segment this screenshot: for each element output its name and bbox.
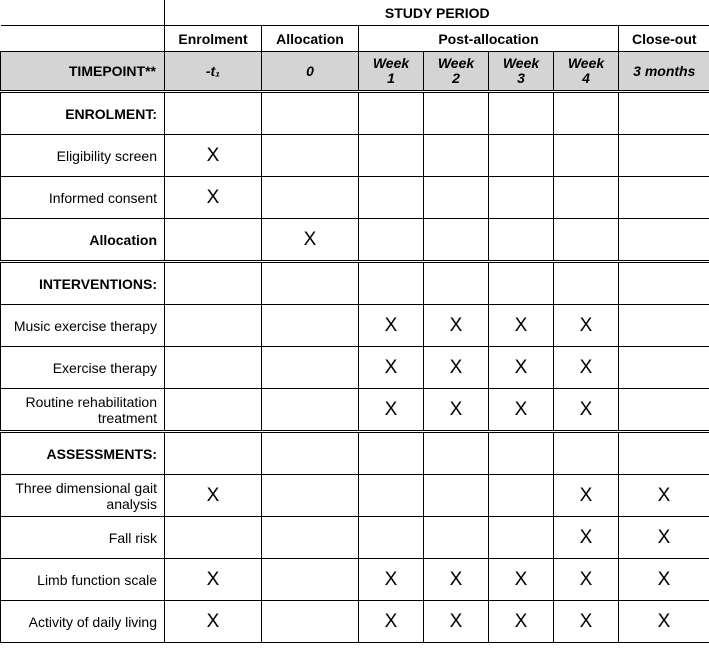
- phase-post-allocation: Post-allocation: [359, 26, 619, 52]
- x-mark: X: [424, 305, 489, 347]
- x-mark: X: [554, 347, 619, 389]
- empty-cell: [262, 432, 359, 475]
- x-mark: X: [359, 601, 424, 643]
- empty-cell: [359, 517, 424, 559]
- empty-cell: [424, 432, 489, 475]
- schedule-row: [1, 517, 709, 559]
- empty-cell: [424, 475, 489, 517]
- empty-cell: [165, 517, 262, 559]
- empty-cell: [359, 219, 424, 262]
- x-mark: X: [424, 559, 489, 601]
- timepoint-week-2: [424, 52, 489, 92]
- empty-cell: [359, 177, 424, 219]
- empty-cell: [489, 517, 554, 559]
- x-mark: X: [359, 305, 424, 347]
- section-header-row: [1, 92, 709, 135]
- empty-cell: [619, 219, 709, 262]
- empty-cell: [262, 389, 359, 432]
- x-mark: X: [554, 517, 619, 559]
- empty-cell: [262, 135, 359, 177]
- empty-cell: [619, 347, 709, 389]
- x-mark: X: [619, 475, 709, 517]
- empty-cell: [424, 262, 489, 305]
- x-mark: X: [424, 601, 489, 643]
- empty-cell: [262, 475, 359, 517]
- empty-cell: [262, 559, 359, 601]
- x-mark: X: [489, 559, 554, 601]
- x-mark: X: [489, 389, 554, 432]
- empty-cell: [489, 177, 554, 219]
- empty-cell: [424, 219, 489, 262]
- empty-cell: [262, 92, 359, 135]
- empty-cell: [489, 262, 554, 305]
- empty-cell: [619, 432, 709, 475]
- x-mark: X: [619, 601, 709, 643]
- row-label: Exercise therapy: [1, 347, 165, 389]
- empty-cell: [359, 135, 424, 177]
- week-label: Week: [372, 55, 410, 71]
- empty-cell: [359, 262, 424, 305]
- row-label: Allocation: [1, 219, 165, 262]
- x-mark: X: [424, 389, 489, 432]
- x-mark: X: [424, 347, 489, 389]
- week-number: 4: [582, 70, 590, 86]
- row-label: Limb function scale: [1, 559, 165, 601]
- empty-cell: [619, 305, 709, 347]
- x-mark: X: [554, 559, 619, 601]
- empty-cell: [165, 389, 262, 432]
- week-number: 2: [452, 70, 460, 86]
- schedule-row: [1, 135, 709, 177]
- empty-cell: [262, 347, 359, 389]
- x-mark: X: [359, 559, 424, 601]
- empty-cell: [619, 177, 709, 219]
- schedule-body: [1, 92, 709, 643]
- x-mark: X: [554, 601, 619, 643]
- x-mark: X: [262, 219, 359, 262]
- row-label: Fall risk: [1, 517, 165, 559]
- study-period-header: STUDY PERIOD: [165, 0, 709, 26]
- timepoint-label: TIMEPOINT**: [1, 52, 165, 92]
- empty-cell: [165, 347, 262, 389]
- x-mark: X: [619, 559, 709, 601]
- row-label: Informed consent: [1, 177, 165, 219]
- empty-cell: [262, 262, 359, 305]
- section-header-row: [1, 262, 709, 305]
- week-label: Week: [567, 55, 605, 71]
- empty-cell: [489, 219, 554, 262]
- x-mark: X: [165, 601, 262, 643]
- empty-cell: [262, 601, 359, 643]
- phase-enrolment: Enrolment: [165, 26, 262, 52]
- corner-cell: [1, 0, 165, 26]
- empty-cell: [424, 92, 489, 135]
- empty-cell: [424, 135, 489, 177]
- x-mark: X: [165, 559, 262, 601]
- phase-close-out: Close-out: [619, 26, 709, 52]
- row-label: Eligibility screen: [1, 135, 165, 177]
- empty-cell: [165, 305, 262, 347]
- schedule-row: [1, 305, 709, 347]
- empty-cell: [165, 262, 262, 305]
- x-mark: X: [165, 135, 262, 177]
- x-mark: X: [554, 389, 619, 432]
- empty-cell: [554, 219, 619, 262]
- row-label: Routine rehabilitation treatment: [1, 389, 165, 432]
- x-mark: X: [359, 389, 424, 432]
- x-mark: X: [165, 475, 262, 517]
- empty-cell: [619, 92, 709, 135]
- x-mark: X: [619, 517, 709, 559]
- empty-cell: [489, 135, 554, 177]
- empty-cell: [619, 389, 709, 432]
- empty-cell: [262, 305, 359, 347]
- row-label: Music exercise therapy: [1, 305, 165, 347]
- section-title: ENROLMENT:: [1, 92, 165, 135]
- week-label: Week: [502, 55, 540, 71]
- empty-cell: [489, 92, 554, 135]
- empty-cell: [262, 517, 359, 559]
- empty-cell: [489, 432, 554, 475]
- schedule-row: [1, 475, 709, 517]
- empty-cell: [554, 92, 619, 135]
- empty-cell: [165, 432, 262, 475]
- empty-cell: [359, 432, 424, 475]
- empty-cell: [619, 262, 709, 305]
- week-label: Week: [437, 55, 475, 71]
- timepoint-close-out: 3 months: [619, 52, 709, 92]
- section-header-row: [1, 432, 709, 475]
- empty-cell: [165, 92, 262, 135]
- section-title: ASSESSMENTS:: [1, 432, 165, 475]
- week-number: 1: [387, 70, 395, 86]
- x-mark: X: [489, 347, 554, 389]
- row-label: Activity of daily living: [1, 601, 165, 643]
- timepoint-enrolment: -t₁: [165, 52, 262, 92]
- x-mark: X: [489, 305, 554, 347]
- x-mark: X: [554, 305, 619, 347]
- empty-cell: [424, 177, 489, 219]
- row-label: Three dimensional gait analysis: [1, 475, 165, 517]
- x-mark: X: [554, 475, 619, 517]
- schedule-row: [1, 559, 709, 601]
- phase-allocation: Allocation: [262, 26, 359, 52]
- empty-cell: [554, 135, 619, 177]
- empty-cell: [554, 177, 619, 219]
- x-mark: X: [489, 601, 554, 643]
- schedule-row: [1, 177, 709, 219]
- empty-cell: [359, 92, 424, 135]
- empty-cell: [554, 432, 619, 475]
- empty-cell: [619, 135, 709, 177]
- x-mark: X: [165, 177, 262, 219]
- timepoint-allocation: 0: [262, 52, 359, 92]
- corner-cell: [1, 26, 165, 52]
- timepoint-week-3: [489, 52, 554, 92]
- timepoint-week-4: [554, 52, 619, 92]
- empty-cell: [424, 517, 489, 559]
- schedule-row: [1, 601, 709, 643]
- empty-cell: [262, 177, 359, 219]
- empty-cell: [165, 219, 262, 262]
- schedule-row: [1, 389, 709, 432]
- empty-cell: [489, 475, 554, 517]
- schedule-row: [1, 347, 709, 389]
- week-number: 3: [517, 70, 525, 86]
- x-mark: X: [359, 347, 424, 389]
- schedule-row: [1, 219, 709, 262]
- section-title: INTERVENTIONS:: [1, 262, 165, 305]
- timepoint-week-1: [359, 52, 424, 92]
- empty-cell: [554, 262, 619, 305]
- empty-cell: [359, 475, 424, 517]
